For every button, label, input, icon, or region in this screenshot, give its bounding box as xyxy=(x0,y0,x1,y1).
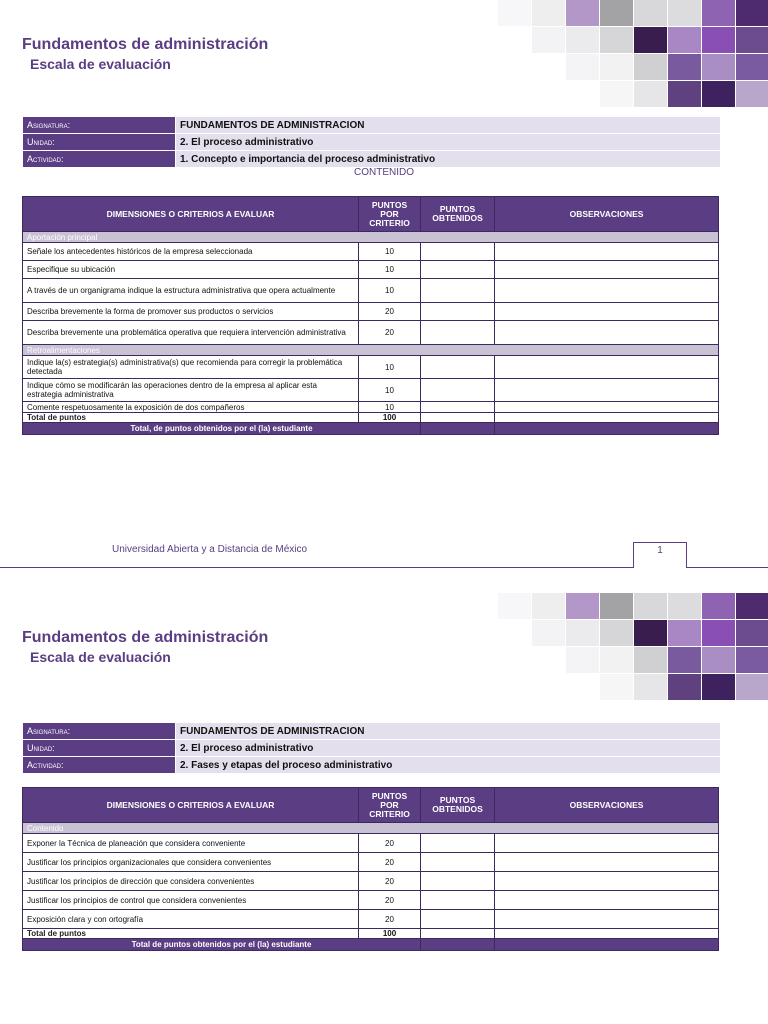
mosaic-tile xyxy=(566,593,599,619)
observations-cell[interactable] xyxy=(495,853,719,872)
obtained-cell[interactable] xyxy=(421,261,495,279)
document-subtitle: Escala de evaluación xyxy=(30,649,171,665)
obtained-cell[interactable] xyxy=(421,321,495,345)
mosaic-tile xyxy=(566,0,599,26)
obtained-cell[interactable] xyxy=(421,853,495,872)
obtained-cell[interactable] xyxy=(421,243,495,261)
mosaic-tile xyxy=(600,81,633,107)
final-observations-cell[interactable] xyxy=(495,939,719,951)
contenido-heading: CONTENIDO xyxy=(354,167,414,178)
obtained-cell[interactable] xyxy=(421,402,495,413)
info-table xyxy=(22,722,721,774)
points-cell: 10 xyxy=(359,379,421,402)
table-row xyxy=(23,402,719,413)
total-label: Total de puntos xyxy=(23,413,359,423)
criterion-cell: Describa brevemente la forma de promover sus productos o servicios xyxy=(23,303,359,321)
criterion-cell: Justificar los principios organizacionales que considera convenientes xyxy=(23,853,359,872)
final-total-label: Total, de puntos obtenidos por el (la) estudiante xyxy=(23,423,421,435)
points-cell: 20 xyxy=(359,321,421,345)
document-title: Fundamentos de administración xyxy=(22,629,269,646)
observations-cell[interactable] xyxy=(495,303,719,321)
points-cell: 10 xyxy=(359,261,421,279)
page-2 xyxy=(0,593,768,1024)
mosaic-tile xyxy=(498,647,531,673)
obtained-cell[interactable] xyxy=(421,379,495,402)
info-label: Actividad: xyxy=(23,151,176,168)
final-total-cell[interactable] xyxy=(421,939,495,951)
mosaic-tile xyxy=(498,81,531,107)
mosaic-tile xyxy=(634,593,667,619)
mosaic-tile xyxy=(498,54,531,80)
obtained-cell[interactable] xyxy=(421,356,495,379)
info-row xyxy=(23,740,721,757)
mosaic-tile xyxy=(498,620,531,646)
points-cell: 20 xyxy=(359,891,421,910)
section-label: Aportación principal xyxy=(23,232,719,243)
mosaic-tile xyxy=(668,54,701,80)
mosaic-tile xyxy=(498,674,531,700)
section-row xyxy=(23,345,719,356)
mosaic-tile xyxy=(634,620,667,646)
points-cell: 20 xyxy=(359,834,421,853)
mosaic-tile xyxy=(532,620,565,646)
table-row xyxy=(23,891,719,910)
mosaic-tile xyxy=(600,647,633,673)
mosaic-tile xyxy=(668,593,701,619)
mosaic-tile xyxy=(736,0,768,26)
header-obtained: PUNTOS OBTENIDOS xyxy=(421,197,495,232)
info-value: FUNDAMENTOS DE ADMINISTRACION xyxy=(176,723,721,740)
total-observations-cell[interactable] xyxy=(495,413,719,423)
mosaic-tile xyxy=(600,593,633,619)
header-observations: OBSERVACIONES xyxy=(495,197,719,232)
criterion-cell: Exponer la Técnica de planeación que considera conveniente xyxy=(23,834,359,853)
criterion-cell: Justificar los principios de control que considera convenientes xyxy=(23,891,359,910)
total-observations-cell[interactable] xyxy=(495,929,719,939)
table-row xyxy=(23,321,719,345)
mosaic-tile xyxy=(702,620,735,646)
info-row xyxy=(23,723,721,740)
points-cell: 10 xyxy=(359,279,421,303)
section-row xyxy=(23,823,719,834)
header-observations: OBSERVACIONES xyxy=(495,788,719,823)
mosaic-tile xyxy=(600,0,633,26)
mosaic-tile xyxy=(736,81,768,107)
table-row xyxy=(23,243,719,261)
info-row xyxy=(23,117,721,134)
mosaic-tile xyxy=(736,647,768,673)
mosaic-tile xyxy=(600,27,633,53)
mosaic-tile xyxy=(702,647,735,673)
total-label: Total de puntos xyxy=(23,929,359,939)
mosaic-tile xyxy=(566,27,599,53)
info-row xyxy=(23,134,721,151)
observations-cell[interactable] xyxy=(495,279,719,303)
mosaic-tile xyxy=(600,54,633,80)
info-table xyxy=(22,116,721,168)
mosaic-tile xyxy=(702,81,735,107)
table-row xyxy=(23,853,719,872)
mosaic-tile xyxy=(736,27,768,53)
table-row xyxy=(23,356,719,379)
section-row xyxy=(23,232,719,243)
rubric-header-row xyxy=(23,197,719,232)
points-cell: 20 xyxy=(359,853,421,872)
info-row xyxy=(23,757,721,774)
mosaic-tile xyxy=(532,674,565,700)
mosaic-tile xyxy=(668,27,701,53)
criterion-cell: Justificar los principios de dirección que considera convenientes xyxy=(23,872,359,891)
final-total-label: Total de puntos obtenidos por el (la) estudiante xyxy=(23,939,421,951)
points-cell: 10 xyxy=(359,243,421,261)
observations-cell[interactable] xyxy=(495,379,719,402)
observations-cell[interactable] xyxy=(495,834,719,853)
final-total-cell[interactable] xyxy=(421,423,495,435)
total-row xyxy=(23,413,719,423)
total-obtained-cell[interactable] xyxy=(421,929,495,939)
obtained-cell[interactable] xyxy=(421,279,495,303)
mosaic-tile xyxy=(702,54,735,80)
table-row xyxy=(23,872,719,891)
table-row xyxy=(23,379,719,402)
observations-cell[interactable] xyxy=(495,356,719,379)
mosaic-tile xyxy=(532,593,565,619)
criterion-cell: Exposición clara y con ortografía xyxy=(23,910,359,929)
mosaic-tile xyxy=(566,81,599,107)
document-title: Fundamentos de administración xyxy=(22,36,269,53)
mosaic-tile xyxy=(668,674,701,700)
info-row xyxy=(23,151,721,168)
observations-cell[interactable] xyxy=(495,402,719,413)
observations-cell[interactable] xyxy=(495,261,719,279)
footer-university: Universidad Abierta y a Distancia de México xyxy=(112,544,308,555)
points-cell: 20 xyxy=(359,910,421,929)
mosaic-tile xyxy=(600,674,633,700)
mosaic-tile xyxy=(634,81,667,107)
mosaic-tile xyxy=(566,647,599,673)
header-mosaic xyxy=(498,0,768,110)
mosaic-tile xyxy=(634,54,667,80)
header-points: PUNTOS POR CRITERIO xyxy=(359,197,421,232)
info-label: Asignatura: xyxy=(23,117,176,134)
info-label: Actividad: xyxy=(23,757,176,774)
final-total-row xyxy=(23,423,719,435)
mosaic-tile xyxy=(702,27,735,53)
rubric-table xyxy=(22,787,719,951)
mosaic-tile xyxy=(668,81,701,107)
mosaic-tile xyxy=(532,27,565,53)
header-points: PUNTOS POR CRITERIO xyxy=(359,788,421,823)
total-value: 100 xyxy=(359,413,421,423)
header-criteria: DIMENSIONES O CRITERIOS A EVALUAR xyxy=(23,197,359,232)
mosaic-tile xyxy=(668,0,701,26)
criterion-cell: Comente respetuosamente la exposición de dos compañeros xyxy=(23,402,359,413)
observations-cell[interactable] xyxy=(495,872,719,891)
section-label: Contenido xyxy=(23,823,719,834)
info-value: FUNDAMENTOS DE ADMINISTRACION xyxy=(176,117,721,134)
mosaic-tile xyxy=(566,620,599,646)
points-cell: 10 xyxy=(359,402,421,413)
mosaic-tile xyxy=(498,0,531,26)
obtained-cell[interactable] xyxy=(421,891,495,910)
mosaic-tile xyxy=(702,593,735,619)
obtained-cell[interactable] xyxy=(421,910,495,929)
criterion-cell: Indique cómo se modificarán las operaciones dentro de la empresa al aplicar esta estrategia administrativa xyxy=(23,379,359,402)
mosaic-tile xyxy=(498,27,531,53)
table-row xyxy=(23,834,719,853)
mosaic-tile xyxy=(498,593,531,619)
page-number: 1 xyxy=(633,542,687,568)
header-obtained: PUNTOS OBTENIDOS xyxy=(421,788,495,823)
mosaic-tile xyxy=(668,620,701,646)
obtained-cell[interactable] xyxy=(421,834,495,853)
mosaic-tile xyxy=(736,54,768,80)
header-mosaic xyxy=(498,593,768,703)
mosaic-tile xyxy=(736,674,768,700)
criterion-cell: Indique la(s) estrategia(s) administrativa(s) que recomienda para corregir la problemática detectada xyxy=(23,356,359,379)
mosaic-tile xyxy=(532,81,565,107)
observations-cell[interactable] xyxy=(495,910,719,929)
info-value: 2. El proceso administrativo xyxy=(176,740,721,757)
criterion-cell: Señale los antecedentes históricos de la empresa seleccionada xyxy=(23,243,359,261)
mosaic-tile xyxy=(634,27,667,53)
info-label: Unidad: xyxy=(23,740,176,757)
mosaic-tile xyxy=(532,54,565,80)
points-cell: 20 xyxy=(359,303,421,321)
mosaic-tile xyxy=(532,647,565,673)
criterion-cell: Describa brevemente una problemática operativa que requiera intervención administrativa xyxy=(23,321,359,345)
mosaic-tile xyxy=(634,674,667,700)
mosaic-tile xyxy=(668,647,701,673)
final-observations-cell[interactable] xyxy=(495,423,719,435)
table-row xyxy=(23,279,719,303)
table-row xyxy=(23,303,719,321)
criterion-cell: A través de un organigrama indique la estructura administrativa que opera actualmente xyxy=(23,279,359,303)
mosaic-tile xyxy=(736,620,768,646)
table-row xyxy=(23,910,719,929)
mosaic-tile xyxy=(600,620,633,646)
header-criteria: DIMENSIONES O CRITERIOS A EVALUAR xyxy=(23,788,359,823)
mosaic-tile xyxy=(532,0,565,26)
final-total-row xyxy=(23,939,719,951)
info-value: 1. Concepto e importancia del proceso administrativo xyxy=(176,151,721,168)
mosaic-tile xyxy=(566,54,599,80)
document-subtitle: Escala de evaluación xyxy=(30,56,171,72)
info-label: Unidad: xyxy=(23,134,176,151)
total-obtained-cell[interactable] xyxy=(421,413,495,423)
obtained-cell[interactable] xyxy=(421,872,495,891)
mosaic-tile xyxy=(634,647,667,673)
mosaic-tile xyxy=(702,674,735,700)
total-row xyxy=(23,929,719,939)
section-label: Retroalimentaciones xyxy=(23,345,719,356)
info-value: 2. Fases y etapas del proceso administrativo xyxy=(176,757,721,774)
mosaic-tile xyxy=(566,674,599,700)
mosaic-tile xyxy=(736,593,768,619)
points-cell: 20 xyxy=(359,872,421,891)
observations-cell[interactable] xyxy=(495,321,719,345)
rubric-table xyxy=(22,196,719,435)
mosaic-tile xyxy=(702,0,735,26)
criterion-cell: Especifique su ubicación xyxy=(23,261,359,279)
observations-cell[interactable] xyxy=(495,243,719,261)
info-value: 2. El proceso administrativo xyxy=(176,134,721,151)
observations-cell[interactable] xyxy=(495,891,719,910)
mosaic-tile xyxy=(634,0,667,26)
info-label: Asignatura: xyxy=(23,723,176,740)
rubric-header-row xyxy=(23,788,719,823)
table-row xyxy=(23,261,719,279)
points-cell: 10 xyxy=(359,356,421,379)
obtained-cell[interactable] xyxy=(421,303,495,321)
total-value: 100 xyxy=(359,929,421,939)
